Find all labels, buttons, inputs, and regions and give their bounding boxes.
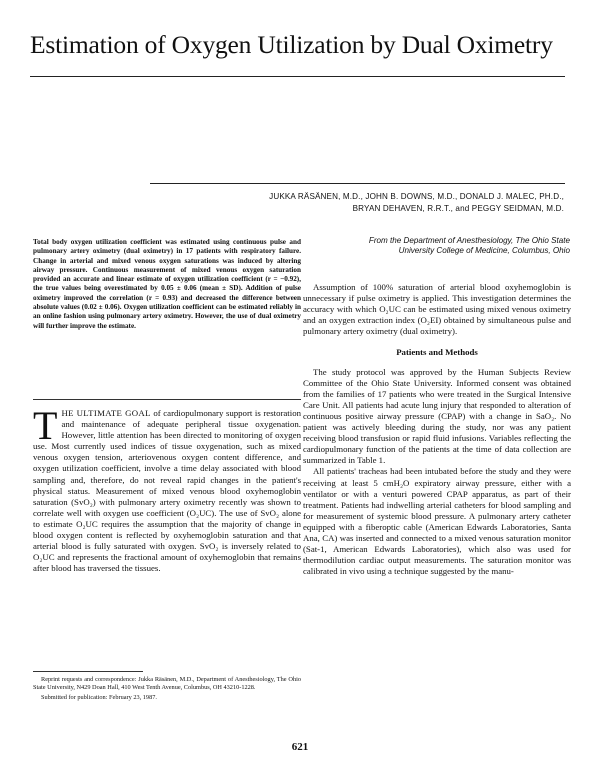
- affiliation: [300, 236, 570, 256]
- intro-paragraph: [33, 403, 301, 574]
- footnotes: [33, 676, 301, 705]
- intro-text: of cardiopulmonary support is restoration and maintenance of adequate peripheral tissue oxygenation. However, little attention has been directed to monitoring of oxygen use. Most currently used indices of tissue oxygenation, such as mixed venous oxygen tension, arteriovenous oxygen content difference, and oxygen utilization coefficient, involve a time delay associated with blood sampling and, therefore, do not reveal rapid changes in the patient's physical status. Measurement of mixed venous blood oxyhemoglobin saturation (SvO₂) with pulmonary artery oximetry recently was shown to correlate well with oxygen use coefficient (O₂UC). The use of SvO₂ alone to estimate O₂UC requires the assumption that the majority of change in blood oxygen content is reflected by oxyhemoglobin saturation and that arterial blood is fully saturated with oxygen. SvO₂ is inversely related to O₂UC and represents the fractional amount of oxyhemoglobin that remains after blood has traversed the tissues.: [33, 408, 301, 574]
- intro-column: [33, 403, 301, 574]
- article-title: Estimation of Oxygen Utilization by Dual Oximetry: [30, 30, 553, 59]
- paragraph: Assumption of 100% saturation of arterial blood oxyhemoglobin is unnecessary if pulse oximetry is applied. This investigation determines the accuracy with which O₂UC can be estimated using mixed venous oximetry and an oxygen extraction index (O₂EI) obtained by simultaneous pulse and pulmonary artery oximetry (dual oximetry).: [303, 282, 571, 337]
- header-rule: [150, 183, 565, 184]
- author-line: JUKKA RÄSÄNEN, M.D., JOHN B. DOWNS, M.D., DONALD J. MALEC, PH.D.,: [269, 192, 564, 201]
- abstract-rule: [33, 399, 301, 400]
- section-heading: Patients and Methods: [396, 347, 478, 358]
- author-line: BRYAN DEHAVEN, R.R.T., and PEGGY SEIDMAN, M.D.: [352, 204, 564, 213]
- author-list: [144, 191, 564, 215]
- affiliation-line: From the Department of Anesthesiology, The Ohio State: [368, 236, 570, 245]
- footnote-correspondence: Reprint requests and correspondence: Jukka Räsänen, M.D., Department of Anesthesiology, The Ohio State University, N429 Doan Hall, 410 West Tenth Avenue, Columbus, OH 43210-1228.: [33, 676, 301, 692]
- page-number: 621: [291, 741, 309, 753]
- affiliation-line: University College of Medicine, Columbus, Ohio: [398, 246, 570, 255]
- intro-smallcaps: HE ULTIMATE GOAL: [61, 408, 151, 418]
- title-rule: [30, 76, 565, 77]
- drop-cap: T: [33, 403, 58, 448]
- footnote-submitted: Submitted for publication: February 23, 1987.: [41, 694, 157, 702]
- abstract: Total body oxygen utilization coefficient was estimated using continuous pulse and pulmonary artery oximetry (dual oximetry) in 17 patients with respiratory failure. Change in arterial and mixed venous oxygen saturations was induced by altering airway pressure. Continuous measurement of mixed venous oxygen saturation provided an accurate and linear estimate of oxygen utilization coefficient (r = −0.92), the true values being overestimated by 0.05 ± 0.06 (mean ± SD). Addition of pulse oximetry improved the correlation (r = 0.93) and decreased the difference between absolute values (0.02 ± 0.06). Oxygen utilization coefficient can be estimated reliably in an online fashion using pulmonary artery oximetry. However, the use of dual oximetry will further improve the estimate.: [33, 238, 301, 330]
- right-column: [303, 282, 571, 577]
- paragraph: All patients' tracheas had been intubated before the study and they were receiving at least 5 cmH₂O expiratory airway pressure, either with a ventilator or with a venturi powered CPAP apparatus, as part of their treatment. Patients had indwelling arterial catheters for blood sampling and for measurement of systemic blood pressure. A pulmonary artery catheter equipped with a fiberoptic cable (American Edwards Laboratories, Santa Ana, CA) was inserted and connected to a mixed venous saturation monitor (Sat-1, American Edwards Laboratories), which also was used for thermodilution cardiac output measurements. The saturation monitor was calibrated in vivo using a technique suggested by the manu-: [303, 466, 571, 577]
- paragraph: The study protocol was approved by the Human Subjects Review Committee of the Ohio State University. Informed consent was obtained from the families of 17 patients who were treated in the Surgical Intensive Care Unit. All patients had acute lung injury that responded to alteration of continuous positive airway pressure (CPAP) with a change in SaO₂. No patient was actively bleeding during the study, nor was any patient receiving blood transfusion or rapid fluid infusions. Variables reflecting the cardiopulmonary function of the patients at the time of data collection are summarized in Table 1.: [303, 366, 571, 466]
- footnote-rule: [33, 671, 143, 672]
